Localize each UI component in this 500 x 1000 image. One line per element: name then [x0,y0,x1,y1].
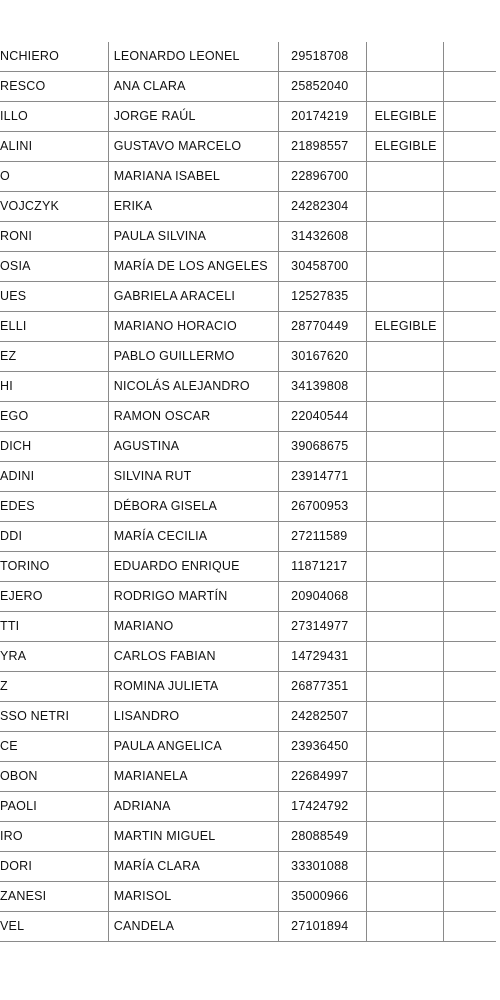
empty-cell [443,72,496,102]
last-name-cell: ZANESI [0,882,108,912]
first-name-cell: CANDELA [108,912,278,942]
dni-cell: 22896700 [279,162,366,192]
table-row [0,282,496,312]
status-cell [366,852,443,882]
empty-cell [443,462,496,492]
first-name-cell: SILVINA RUT [108,462,278,492]
empty-cell [443,162,496,192]
first-name-cell: GUSTAVO MARCELO [108,132,278,162]
first-name-cell: PAULA SILVINA [108,222,278,252]
dni-cell: 35000966 [279,882,366,912]
status-cell [366,552,443,582]
table-row [0,132,496,162]
table-row [0,732,496,762]
last-name-cell: SSO NETRI [0,702,108,732]
last-name-cell: OSIA [0,252,108,282]
empty-cell [443,912,496,942]
last-name-cell: YRA [0,642,108,672]
last-name-cell: ELLI [0,312,108,342]
dni-cell: 28770449 [279,312,366,342]
table-row [0,582,496,612]
first-name-cell: MARISOL [108,882,278,912]
status-cell [366,282,443,312]
status-cell [366,462,443,492]
last-name-cell: CE [0,732,108,762]
first-name-cell: RODRIGO MARTÍN [108,582,278,612]
dni-cell: 27101894 [279,912,366,942]
dni-cell: 33301088 [279,852,366,882]
status-cell [366,882,443,912]
dni-cell: 30167620 [279,342,366,372]
empty-cell [443,372,496,402]
dni-cell: 39068675 [279,432,366,462]
empty-cell [443,702,496,732]
status-cell [366,792,443,822]
last-name-cell: ALINI [0,132,108,162]
status-cell [366,822,443,852]
first-name-cell: DÉBORA GISELA [108,492,278,522]
first-name-cell: MARIANO [108,612,278,642]
table-row [0,222,496,252]
first-name-cell: MARÍA CLARA [108,852,278,882]
first-name-cell: PABLO GUILLERMO [108,342,278,372]
table-row [0,162,496,192]
status-cell [366,522,443,552]
table-row [0,612,496,642]
status-cell [366,702,443,732]
table-row [0,102,496,132]
last-name-cell: TTI [0,612,108,642]
empty-cell [443,552,496,582]
status-cell [366,642,443,672]
table-row [0,882,496,912]
last-name-cell: DORI [0,852,108,882]
dni-cell: 29518708 [279,42,366,72]
table-row [0,402,496,432]
first-name-cell: LEONARDO LEONEL [108,42,278,72]
last-name-cell: RONI [0,222,108,252]
empty-cell [443,252,496,282]
dni-cell: 12527835 [279,282,366,312]
last-name-cell: EDES [0,492,108,522]
last-name-cell: HI [0,372,108,402]
table-row [0,852,496,882]
empty-cell [443,792,496,822]
last-name-cell: VOJCZYK [0,192,108,222]
dni-cell: 21898557 [279,132,366,162]
table-row [0,492,496,522]
table-row [0,552,496,582]
last-name-cell: UES [0,282,108,312]
table-row [0,342,496,372]
status-cell [366,192,443,222]
table-row [0,72,496,102]
first-name-cell: ERIKA [108,192,278,222]
last-name-cell: TORINO [0,552,108,582]
dni-cell: 22684997 [279,762,366,792]
table-row [0,792,496,822]
last-name-cell: EZ [0,342,108,372]
dni-cell: 24282507 [279,702,366,732]
empty-cell [443,342,496,372]
status-cell [366,732,443,762]
status-cell [366,432,443,462]
status-cell [366,402,443,432]
table-row [0,522,496,552]
last-name-cell: RESCO [0,72,108,102]
dni-cell: 25852040 [279,72,366,102]
table-row [0,822,496,852]
empty-cell [443,732,496,762]
last-name-cell: ILLO [0,102,108,132]
empty-cell [443,42,496,72]
dni-cell: 23914771 [279,462,366,492]
first-name-cell: MARÍA DE LOS ANGELES [108,252,278,282]
status-cell [366,162,443,192]
table-row [0,762,496,792]
table-row [0,642,496,672]
table-row [0,912,496,942]
empty-cell [443,312,496,342]
status-cell [366,222,443,252]
status-cell [366,582,443,612]
dni-cell: 27211589 [279,522,366,552]
table-row [0,252,496,282]
status-cell: ELEGIBLE [366,102,443,132]
last-name-cell: ADINI [0,462,108,492]
last-name-cell: EJERO [0,582,108,612]
dni-cell: 20174219 [279,102,366,132]
empty-cell [443,642,496,672]
first-name-cell: GABRIELA ARACELI [108,282,278,312]
status-cell [366,72,443,102]
status-cell [366,672,443,702]
dni-cell: 28088549 [279,822,366,852]
first-name-cell: MARIANELA [108,762,278,792]
last-name-cell: DDI [0,522,108,552]
status-cell [366,252,443,282]
status-cell [366,912,443,942]
dni-cell: 11871217 [279,552,366,582]
table-row [0,702,496,732]
status-cell: ELEGIBLE [366,132,443,162]
last-name-cell: OBON [0,762,108,792]
status-cell [366,342,443,372]
table-row [0,672,496,702]
first-name-cell: ROMINA JULIETA [108,672,278,702]
empty-cell [443,762,496,792]
status-cell [366,612,443,642]
roster-table [0,42,496,942]
first-name-cell: EDUARDO ENRIQUE [108,552,278,582]
first-name-cell: RAMON OSCAR [108,402,278,432]
dni-cell: 26700953 [279,492,366,522]
empty-cell [443,882,496,912]
empty-cell [443,852,496,882]
last-name-cell: O [0,162,108,192]
empty-cell [443,672,496,702]
first-name-cell: PAULA ANGELICA [108,732,278,762]
last-name-cell: IRO [0,822,108,852]
table-row [0,192,496,222]
status-cell [366,372,443,402]
first-name-cell: MARÍA CECILIA [108,522,278,552]
first-name-cell: MARTIN MIGUEL [108,822,278,852]
table-row [0,42,496,72]
first-name-cell: MARIANA ISABEL [108,162,278,192]
dni-cell: 17424792 [279,792,366,822]
dni-cell: 14729431 [279,642,366,672]
roster-table-body [0,42,496,942]
first-name-cell: ANA CLARA [108,72,278,102]
empty-cell [443,222,496,252]
table-row [0,312,496,342]
empty-cell [443,612,496,642]
first-name-cell: AGUSTINA [108,432,278,462]
table-row [0,432,496,462]
first-name-cell: NICOLÁS ALEJANDRO [108,372,278,402]
empty-cell [443,582,496,612]
empty-cell [443,432,496,462]
first-name-cell: MARIANO HORACIO [108,312,278,342]
empty-cell [443,132,496,162]
dni-cell: 26877351 [279,672,366,702]
first-name-cell: LISANDRO [108,702,278,732]
last-name-cell: DICH [0,432,108,462]
empty-cell [443,282,496,312]
dni-cell: 20904068 [279,582,366,612]
last-name-cell: VEL [0,912,108,942]
empty-cell [443,192,496,222]
dni-cell: 22040544 [279,402,366,432]
table-row [0,462,496,492]
table-row [0,372,496,402]
dni-cell: 30458700 [279,252,366,282]
empty-cell [443,522,496,552]
first-name-cell: CARLOS FABIAN [108,642,278,672]
empty-cell [443,822,496,852]
last-name-cell: NCHIERO [0,42,108,72]
dni-cell: 24282304 [279,192,366,222]
dni-cell: 27314977 [279,612,366,642]
first-name-cell: JORGE RAÚL [108,102,278,132]
dni-cell: 31432608 [279,222,366,252]
status-cell [366,492,443,522]
status-cell: ELEGIBLE [366,312,443,342]
empty-cell [443,102,496,132]
dni-cell: 34139808 [279,372,366,402]
last-name-cell: PAOLI [0,792,108,822]
status-cell [366,762,443,792]
dni-cell: 23936450 [279,732,366,762]
empty-cell [443,402,496,432]
last-name-cell: Z [0,672,108,702]
last-name-cell: EGO [0,402,108,432]
empty-cell [443,492,496,522]
status-cell [366,42,443,72]
first-name-cell: ADRIANA [108,792,278,822]
